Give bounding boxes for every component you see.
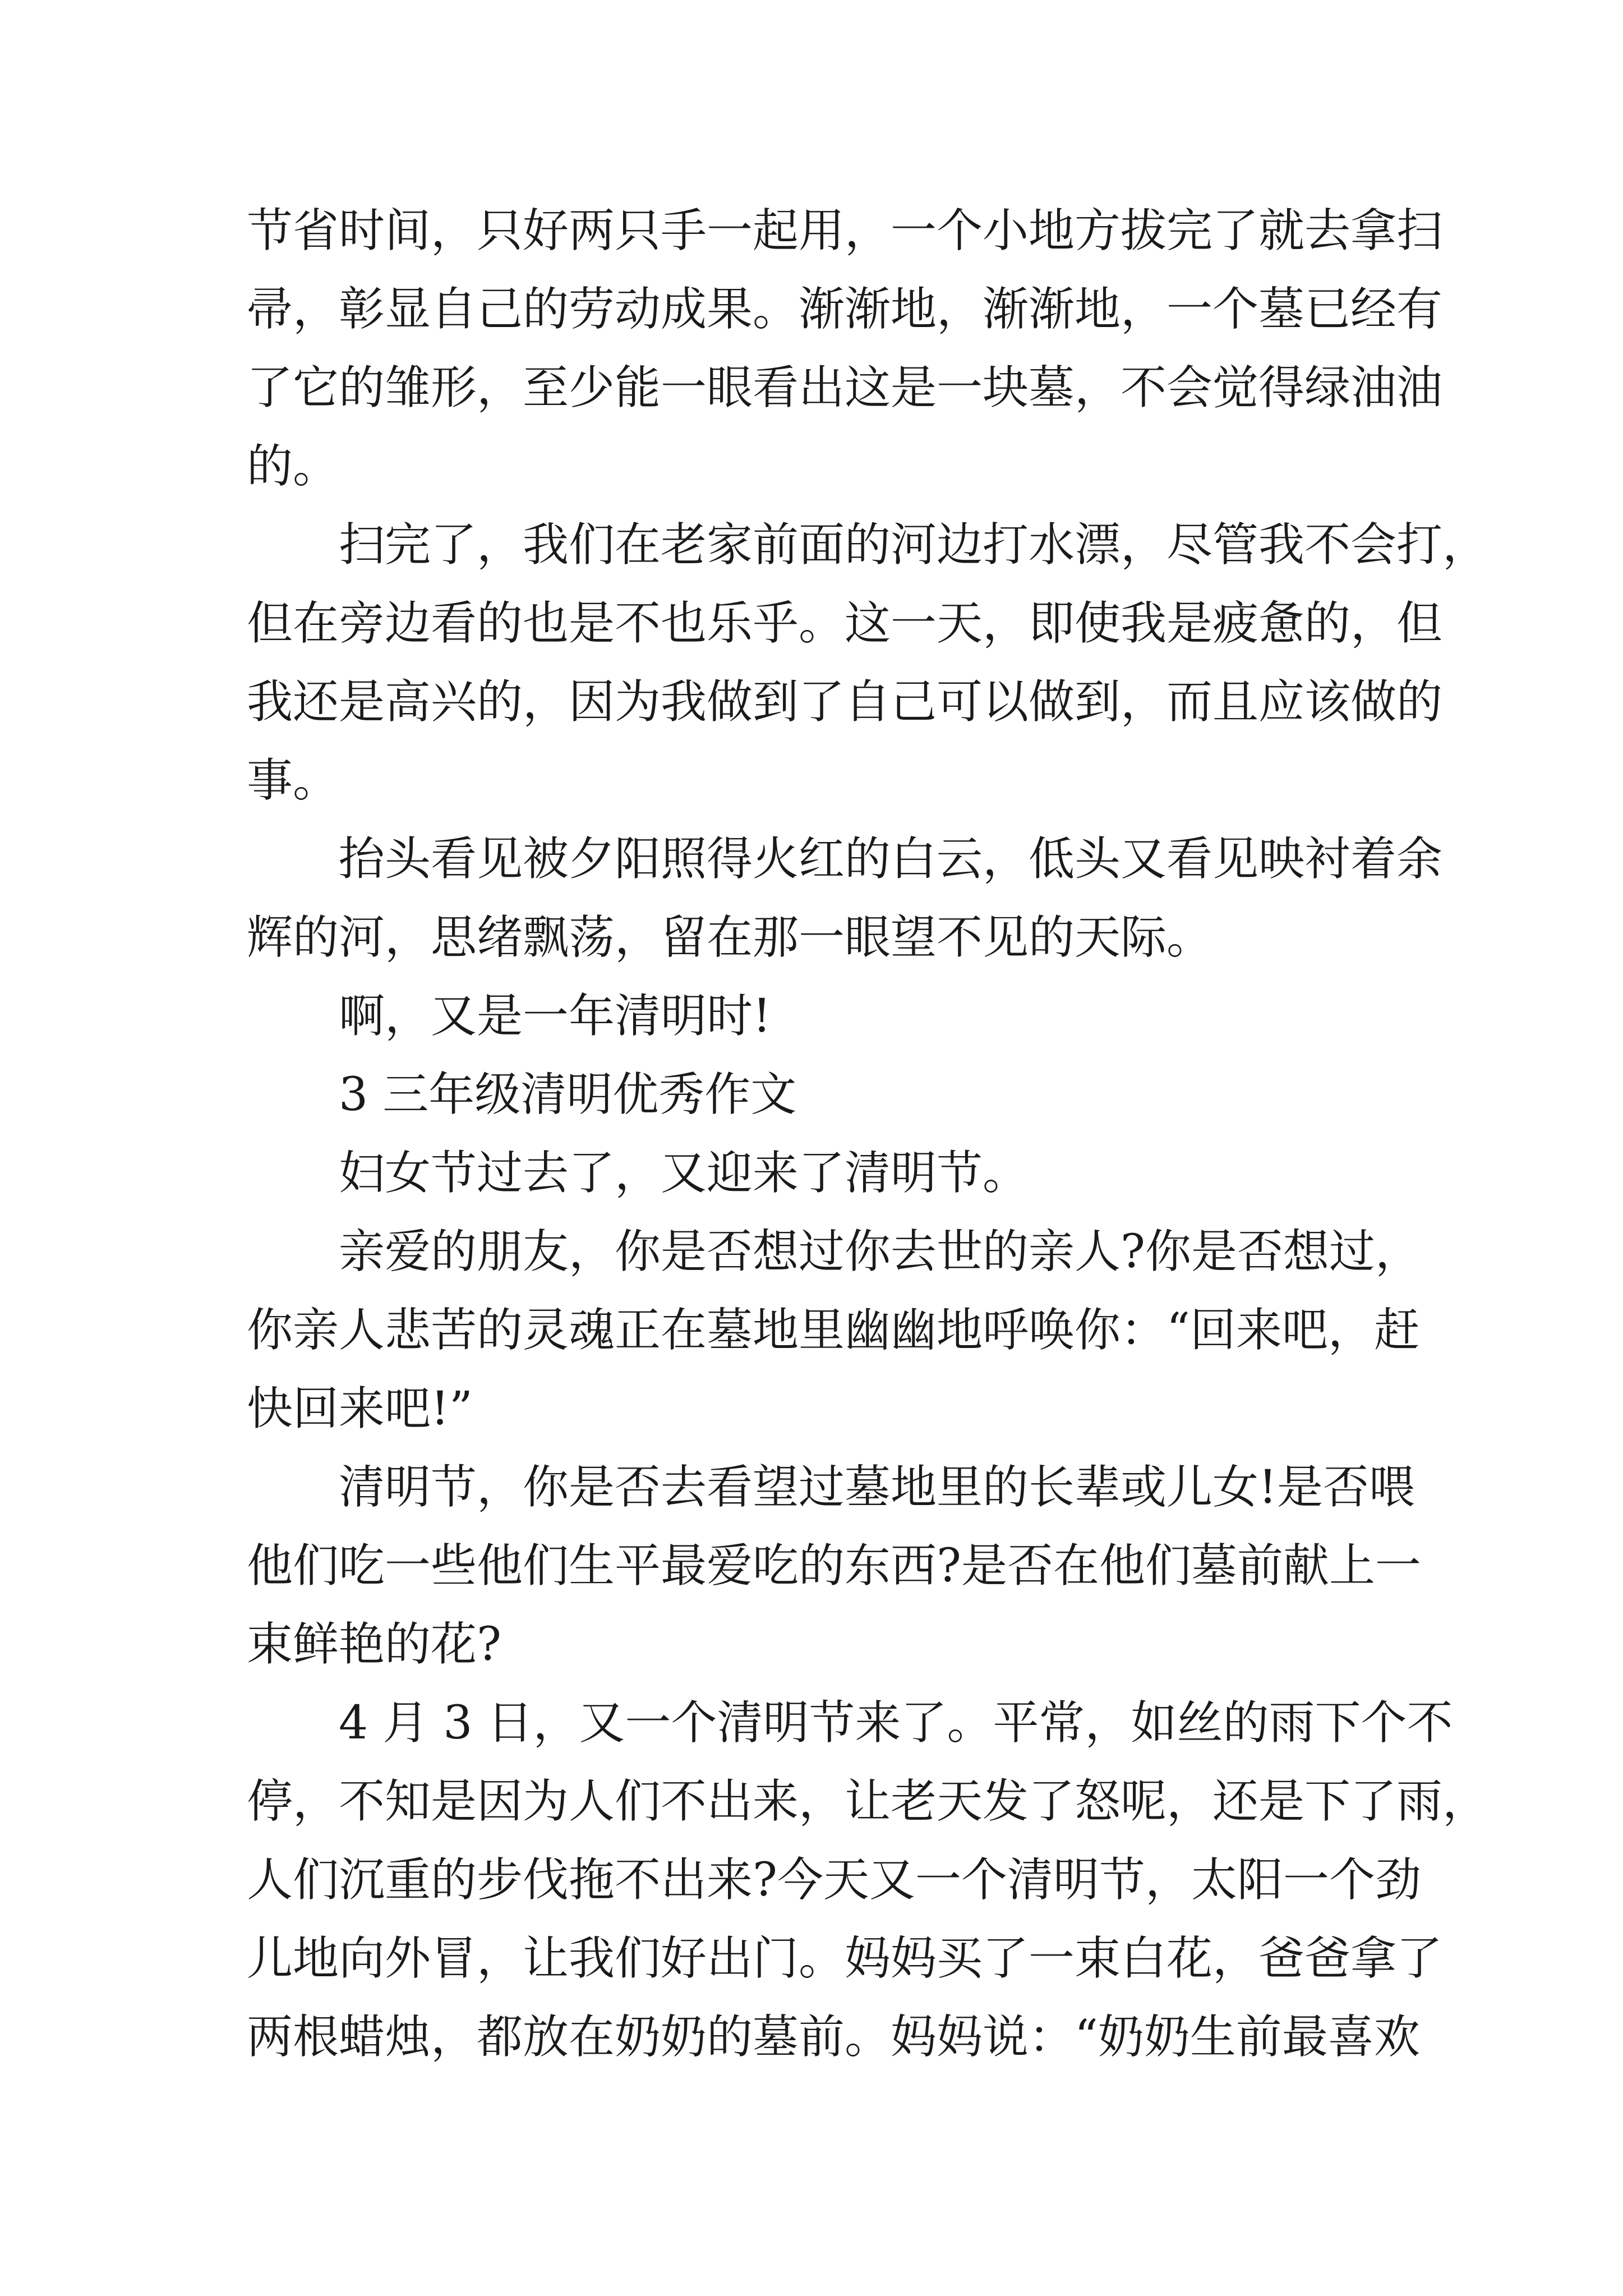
- text-line: 但在旁边看的也是不也乐乎。这一天，即使我是疲惫的，但: [247, 597, 1443, 650]
- text-line: 他们吃一些他们生平最爱吃的东西?是否在他们墓前献上一: [247, 1539, 1421, 1593]
- text-line: 啊，又是一年清明时!: [339, 990, 771, 1043]
- paragraph-2: [247, 506, 1489, 820]
- text-line: 抬头看见被夕阳照得火红的白云，低头又看见映衬着余: [339, 832, 1443, 886]
- text-line: 快回来吧!”: [247, 1382, 473, 1435]
- text-line: 扫完了，我们在老家前面的河边打水漂，尽管我不会打，: [339, 518, 1489, 572]
- text-line: 束鲜艳的花?: [247, 1618, 501, 1671]
- paragraph-3: [247, 820, 1443, 977]
- paragraph-6: [247, 1213, 1421, 1448]
- essay-body: [247, 192, 1489, 2077]
- paragraph-8: [247, 1684, 1489, 2077]
- text-line: 亲爱的朋友，你是否想过你去世的亲人?你是否想过，: [339, 1225, 1421, 1278]
- text-line: 清明节，你是否去看望过墓地里的长辈或儿女!是否喂: [339, 1461, 1415, 1514]
- text-line: 妇女节过去了，又迎来了清明节。: [339, 1147, 1029, 1200]
- text-line: 两根蜡烛，都放在奶奶的墓前。妈妈说：“奶奶生前最喜欢: [247, 2010, 1420, 2064]
- text-line: 人们沉重的步伐拖不出来?今天又一个清明节，太阳一个劲: [247, 1853, 1421, 1907]
- section-heading: [247, 1056, 1391, 1134]
- text-line: 儿地向外冒，让我们好出门。妈妈买了一束白花，爸爸拿了: [247, 1932, 1443, 1985]
- paragraph-7: [247, 1448, 1421, 1684]
- text-line: 辉的河，思绪飘荡，留在那一眼望不见的天际。: [247, 911, 1213, 964]
- text-line: 的。: [247, 440, 339, 493]
- text-line: 节省时间，只好两只手一起用，一个小地方拔完了就去拿扫: [247, 204, 1443, 257]
- paragraph-5: [247, 1134, 1391, 1213]
- paragraph-1: [247, 192, 1443, 506]
- text-line: 我还是高兴的，因为我做到了自己可以做到，而且应该做的: [247, 675, 1443, 729]
- text-line: 帚，彰显自己的劳动成果。渐渐地，渐渐地，一个墓已经有: [247, 283, 1443, 336]
- text-line: 你亲人悲苦的灵魂正在墓地里幽幽地呼唤你：“回来吧，赶: [247, 1304, 1420, 1357]
- paragraph-4: [247, 977, 1391, 1056]
- text-line: 事。: [247, 754, 339, 807]
- text-line: 4 月 3 日，又一个清明节来了。平常，如丝的雨下个不: [339, 1696, 1453, 1750]
- text-line: 停，不知是因为人们不出来，让老天发了怒呢，还是下了雨，: [247, 1775, 1489, 1828]
- heading-line: 3 三年级清明优秀作文: [339, 1068, 797, 1121]
- text-line: 了它的雏形，至少能一眼看出这是一块墓，不会觉得绿油油: [247, 361, 1443, 415]
